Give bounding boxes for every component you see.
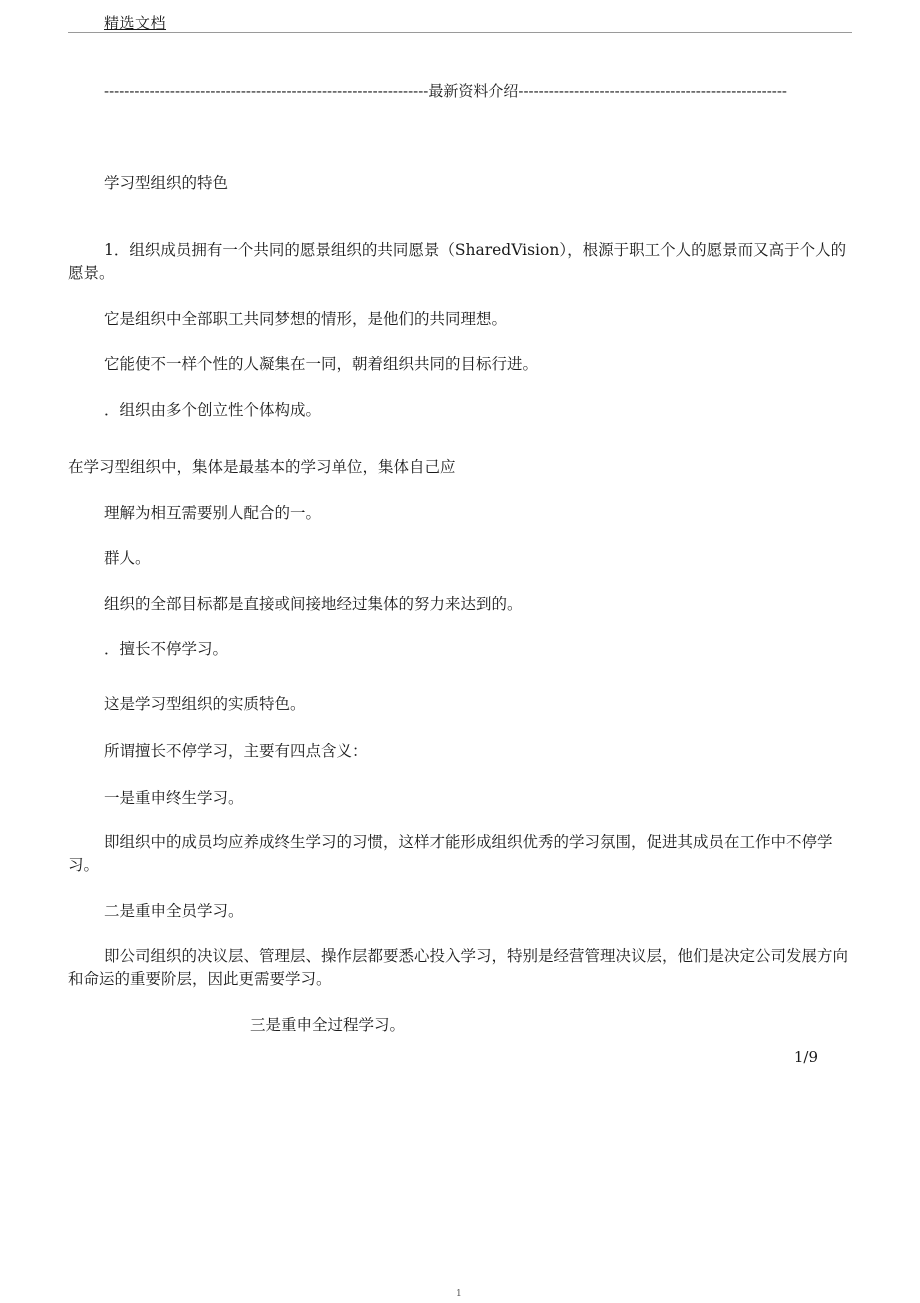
paragraph-1: 1．组织成员拥有一个共同的愿景组织的共同愿景（SharedVision），根源于职工个人的愿景而又高于个人的愿景。 xyxy=(68,241,847,282)
paragraph-8: 组织的全部目标都是直接或间接地经过集体的努力来达到的。 xyxy=(104,595,523,613)
paragraph-4: ．组织由多个创立性个体构成。 xyxy=(104,401,322,419)
paragraph-2: 它是组织中全部职工共同梦想的情形，是他们的共同理想。 xyxy=(104,310,508,328)
paragraph-10: 这是学习型组织的实质特色。 xyxy=(104,695,306,713)
footer-page-number: 1 xyxy=(456,1289,462,1299)
paragraph-6: 理解为相互需要别人配合的一。 xyxy=(104,504,322,522)
page-header xyxy=(68,10,852,33)
paragraph-14: 二是重申全员学习。 xyxy=(104,902,244,920)
section-heading: 学习型组织的特色 xyxy=(104,174,229,192)
paragraph-5: 在学习型组织中，集体是最基本的学习单位，集体自己应 xyxy=(68,458,456,476)
paragraph-11: 所谓擅长不停学习，主要有四点含义： xyxy=(104,742,368,760)
page-number: 1/9 xyxy=(793,1048,818,1066)
header-title: 精选文档 xyxy=(104,14,167,32)
paragraph-9: ．擅长不停学习。 xyxy=(104,640,229,658)
paragraph-12: 一是重申终生学习。 xyxy=(104,789,244,807)
paragraph-15: 即公司组织的决议层、管理层、操作层都要悉心投入学习，特别是经营管理决议层，他们是决定公司发展方向和命运的重要阶层，因此更需要学习。 xyxy=(68,947,849,988)
paragraph-3: 它能使不一样个性的人凝集在一同，朝着组织共同的目标行进。 xyxy=(104,355,539,373)
paragraph-13: 即组织中的成员均应养成终生学习的习惯，这样才能形成组织优秀的学习氛围，促进其成员在工作中不停学习。 xyxy=(68,833,833,874)
intro-divider-line: ----------------------------------------------------------------最新资料介绍----------------------------------------------------- xyxy=(104,82,787,100)
paragraph-7: 群人。 xyxy=(104,549,151,567)
paragraph-16: 三是重申全过程学习。 xyxy=(250,1016,406,1034)
